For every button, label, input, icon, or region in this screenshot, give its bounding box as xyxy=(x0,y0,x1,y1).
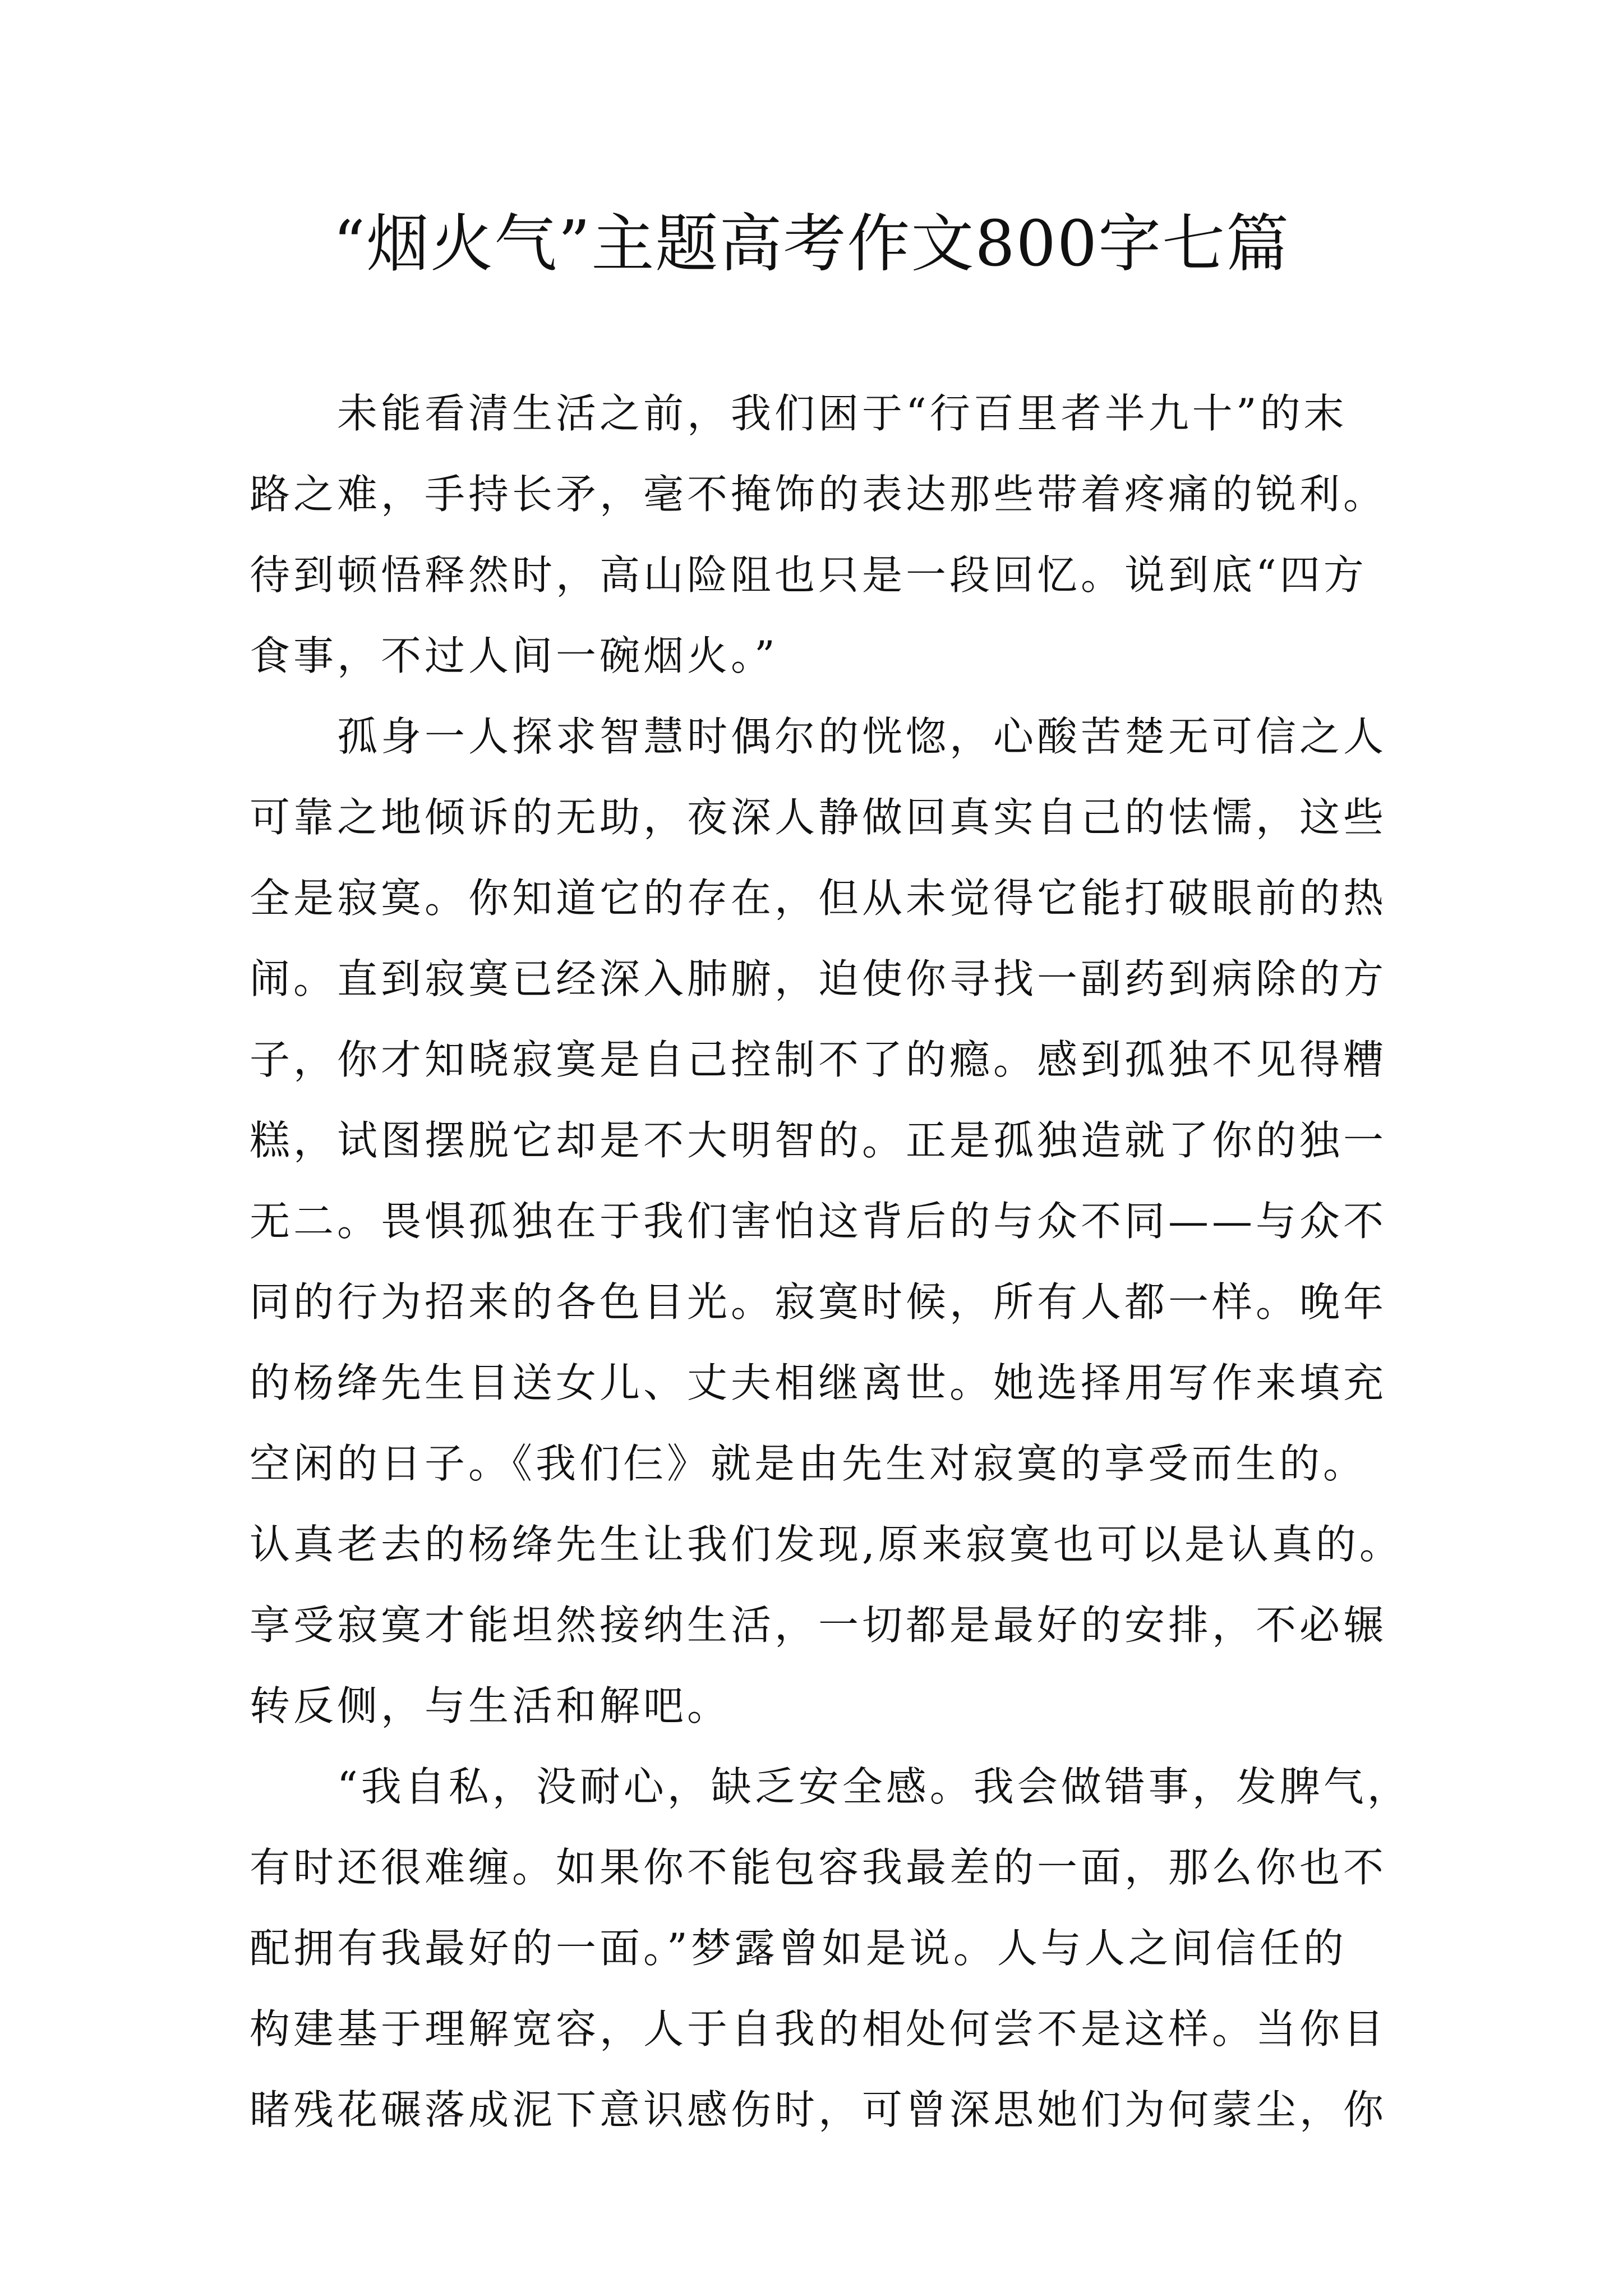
paragraph-line: 食事，不过人间一碗烟火。” xyxy=(250,632,778,679)
paragraph-line: 空闲的日子。《我们仨》就是由先生对寂寞的享受而生的。 xyxy=(250,1440,1367,1487)
paragraph-line: 路之难，手持长矛，毫不掩饰的表达那些带着疼痛的锐利。 xyxy=(250,471,1387,518)
paragraph-line: 的杨绛先生目送女儿、丈夫相继离世。她选择用写作来填充 xyxy=(250,1359,1387,1406)
paragraph-line: 认真老去的杨绛先生让我们发现,原来寂寞也可以是认真的。 xyxy=(250,1521,1403,1568)
paragraph-line: 享受寂寞才能坦然接纳生活，一切都是最好的安排，不必辗 xyxy=(250,1602,1387,1649)
paragraph-line: 子，你才知晓寂寞是自己控制不了的瘾。感到孤独不见得糟 xyxy=(250,1036,1387,1083)
paragraph-line: 睹残花碾落成泥下意识感伤时，可曾深思她们为何蒙尘，你 xyxy=(250,2086,1387,2133)
paragraph-line: 同的行为招来的各色目光。寂寞时候，所有人都一样。晚年 xyxy=(250,1278,1387,1326)
document-body xyxy=(250,373,1411,2150)
paragraph-line: 闹。直到寂寞已经深入肺腑，迫使你寻找一副药到病除的方 xyxy=(250,955,1387,1002)
paragraph-line: 转反侧，与生活和解吧。 xyxy=(250,1682,731,1729)
paragraph-line: “我自私，没耐心，缺乏安全感。我会做错事，发脾气， xyxy=(337,1763,1411,1810)
paragraph-line: 孤身一人探求智慧时偶尔的恍惚，心酸苦楚无可信之人 xyxy=(337,713,1387,760)
paragraph-line: 无二。畏惧孤独在于我们害怕这背后的与众不同——与众不 xyxy=(250,1198,1387,1245)
paragraph-line: 有时还很难缠。如果你不能包容我最差的一面，那么你也不 xyxy=(250,1844,1387,1891)
paragraph-line: 待到顿悟释然时，高山险阻也只是一段回忆。说到底“四方 xyxy=(250,551,1367,599)
paragraph-line: 未能看清生活之前，我们困于“行百里者半九十”的末 xyxy=(337,390,1348,437)
paragraph-line: 糕，试图摆脱它却是不大明智的。正是孤独造就了你的独一 xyxy=(250,1117,1387,1164)
document-title: “烟火气”主题高考作文800字七篇 xyxy=(333,208,1290,280)
paragraph-line: 构建基于理解宽容，人于自我的相处何尝不是这样。当你目 xyxy=(250,2005,1387,2053)
paragraph-line: 可靠之地倾诉的无助，夜深人静做回真实自己的怯懦，这些 xyxy=(250,794,1387,841)
paragraph-line: 配拥有我最好的一面。”梦露曾如是说。人与人之间信任的 xyxy=(250,1925,1347,1972)
paragraph-line: 全是寂寞。你知道它的存在，但从未觉得它能打破眼前的热 xyxy=(250,875,1387,922)
